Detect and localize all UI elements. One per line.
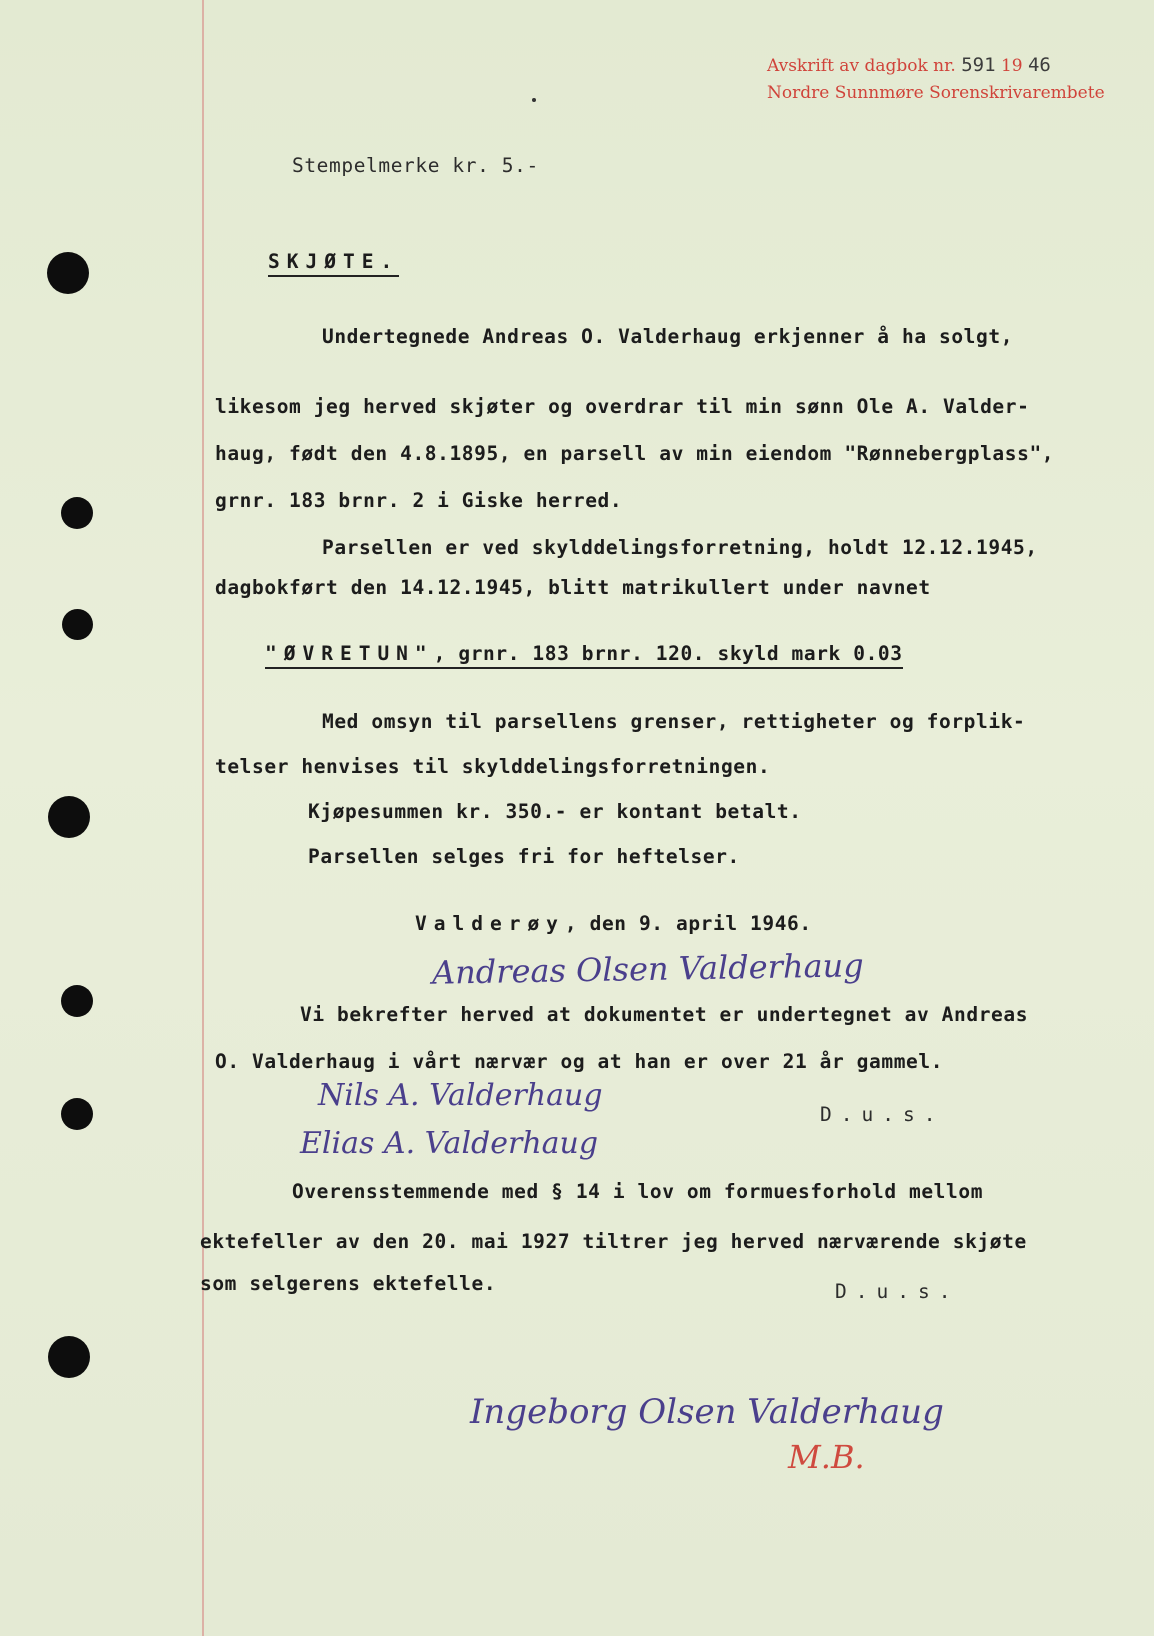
spouse-line-2: ektefeller av den 20. mai 1927 tiltrer jeg herved nærværende skjøte	[200, 1230, 1027, 1253]
body-line-7: Med omsyn til parsellens grenser, rettigheter og forplik-	[322, 710, 1026, 733]
punch-hole	[48, 1336, 90, 1378]
witness-line-1: Vi bekrefter herved at dokumentet er undertegnet av Andreas	[300, 1003, 1029, 1026]
dagbok-number: 591	[961, 54, 996, 76]
body-line-9: Kjøpesummen kr. 350.- er kontant betalt.	[308, 800, 802, 823]
ink-dot	[532, 98, 536, 102]
body-line-2: likesom jeg herved skjøter og overdrar til min sønn Ole A. Valder-	[215, 395, 1030, 418]
seller-signature: Andreas Olsen Valderhaug	[431, 946, 865, 992]
spouse-line-3: som selgerens ektefelle.	[200, 1272, 497, 1295]
margin-rule	[202, 0, 204, 1636]
stamp-year-suffix: 46	[1027, 54, 1051, 76]
document-title: SKJØTE.	[268, 250, 399, 273]
punch-hole	[62, 609, 93, 640]
spouse-signature: Ingeborg Olsen Valderhaug	[470, 1392, 944, 1432]
witness-line-2: O. Valderhaug i vårt nærvær og at han er over 21 år gammel.	[215, 1050, 944, 1073]
punch-hole	[47, 252, 89, 294]
body-line-3: haug, født den 4.8.1895, en parsell av min eiendom "Rønnebergplass",	[215, 442, 1055, 465]
body-line-1: Undertegnede Andreas O. Valderhaug erkjenner å ha solgt,	[322, 325, 1014, 348]
body-line-10: Parsellen selges fri for heftelser.	[308, 845, 740, 868]
place-name: Valderøy	[415, 912, 565, 935]
property-details: , grnr. 183 brnr. 120. skyld mark 0.03	[433, 642, 903, 665]
witness-signature-1: Nils A. Valderhaug	[318, 1078, 603, 1113]
witness-signature-2: Elias A. Valderhaug	[300, 1126, 599, 1161]
registrar-initials: M.B.	[788, 1438, 865, 1476]
place-date-line	[415, 912, 812, 935]
property-name: "ØVRETUN"	[265, 642, 434, 665]
registry-office: Nordre Sunnmøre Sorenskrivarembete	[767, 83, 1105, 103]
property-line	[265, 642, 903, 665]
body-line-5: Parsellen er ved skylddelingsforretning, holdt 12.12.1945,	[322, 536, 1038, 559]
punch-hole	[61, 1098, 93, 1130]
stempelmerke-line: Stempelmerke kr. 5.-	[292, 154, 539, 177]
body-line-4: grnr. 183 brnr. 2 i Giske herred.	[215, 489, 623, 512]
spouse-line-1: Overensstemmende med § 14 i lov om formuesforhold mellom	[292, 1180, 984, 1203]
body-line-6: dagbokført den 14.12.1945, blitt matrikullert under navnet	[215, 576, 931, 599]
date-text: , den 9. april 1946.	[564, 912, 812, 935]
punch-hole	[61, 985, 93, 1017]
dus-mark-1: D.u.s.	[820, 1103, 945, 1126]
stamp-prefix: Avskrift av dagbok nr.	[767, 56, 956, 76]
punch-hole	[61, 497, 93, 529]
registry-stamp	[767, 52, 1051, 79]
stamp-year-prefix: 19	[1000, 56, 1023, 76]
dus-mark-2: D.u.s.	[835, 1280, 960, 1303]
punch-hole	[48, 796, 90, 838]
body-line-8: telser henvises til skylddelingsforretningen.	[215, 755, 771, 778]
